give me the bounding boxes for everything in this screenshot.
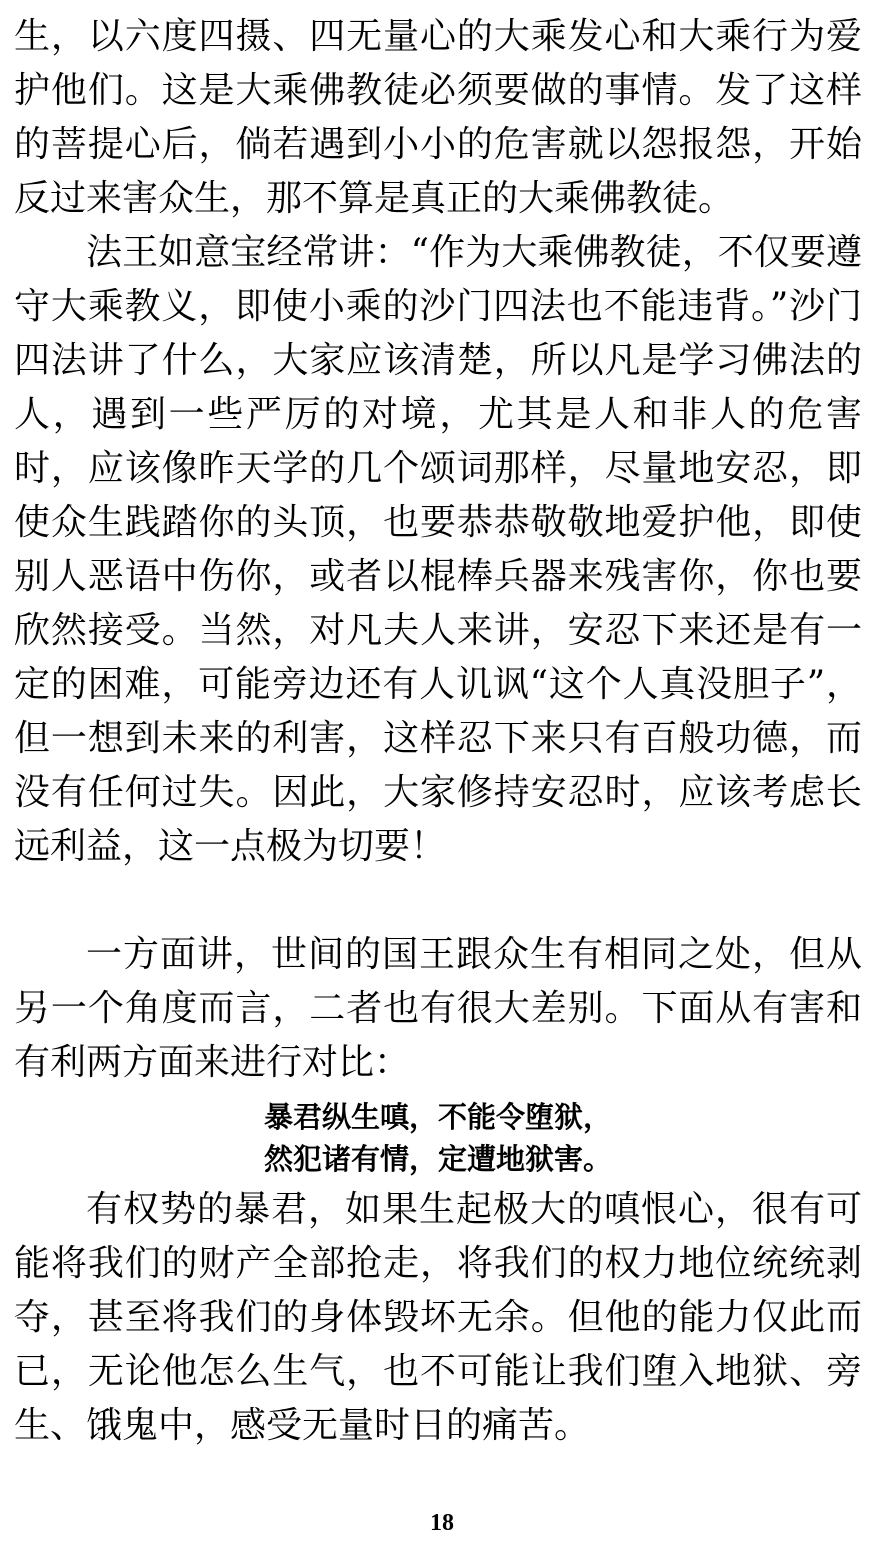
verse-line-1: 暴君纵生嗔，不能令堕狱，: [263, 1100, 612, 1134]
paragraph-tyrant: 有权势的暴君，如果生起极大的嗔恨心，很有可能将我们的财产全部抢走，将我们的权力地位统统剥夺，甚至将我们的身体毁坏无余。但他的能力仅此而已，无论他怎么生气，也不可能让我们堕入地狱、旁生、饿鬼中，感受无量时日的痛苦。: [14, 1189, 862, 1446]
page-number: 18: [430, 1510, 454, 1536]
paragraph-king-comparison: 一方面讲，世间的国王跟众生有相同之处，但从另一个角度而言，二者也有很大差别。下面从有害和有利两方面来进行对比：: [14, 934, 862, 1083]
verse-block: [14, 1090, 862, 1183]
paragraph-dharma-king-quote: 法王如意宝经常讲：“作为大乘佛教徒，不仅要遵守大乘教义，即使小乘的沙门四法也不能违背。”沙门四法讲了什么，大家应该清楚，所以凡是学习佛法的人，遇到一些严厉的对境，尤其是人和非人的危害时，应该像昨天学的几个颂词那样，尽量地安忍，即使众生践踏你的头顶，也要恭恭敬敬地爱护他，即使别人恶语中伤你，或者以棍棒兵器来残害你，你也要欣然接受。当然，对凡夫人来讲，安忍下来还是有一定的困难，可能旁边还有人讥讽“这个人真没胆子”，但一想到未来的利害，这样忍下来只有百般功德，而没有任何过失。因此，大家修持安忍时，应该考虑长远利益，这一点极为切要！: [14, 232, 862, 867]
body-text: [14, 10, 862, 1453]
paragraph-spacer: [14, 874, 862, 928]
paragraph-continuation: 生，以六度四摄、四无量心的大乘发心和大乘行为爱护他们。这是大乘佛教徒必须要做的事情。发了这样的菩提心后，倘若遇到小小的危害就以怨报怨，开始反过来害众生，那不算是真正的大乘佛教徒。: [14, 16, 862, 219]
verse-line-2: 然犯诸有情，定遭地狱害。: [263, 1142, 612, 1176]
